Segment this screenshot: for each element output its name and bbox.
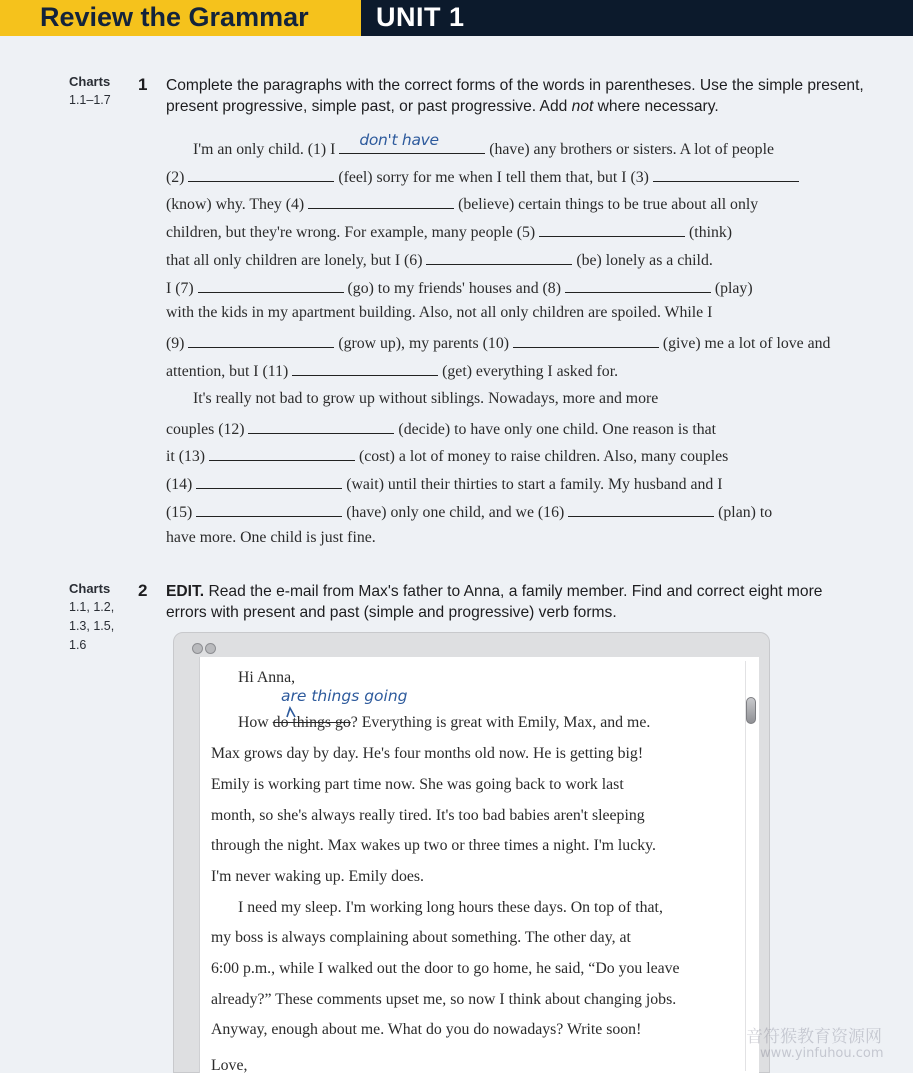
para-line-10: It's really not bad to grow up without siblings. Nowadays, more and more: [193, 390, 659, 407]
watermark-text: 音符猴教育资源网: [746, 1027, 882, 1047]
exercise1-number: 1: [138, 75, 148, 94]
exercise2-charts-ref: [69, 579, 114, 655]
page-title: Review the Grammar: [40, 2, 309, 32]
email-line: 6:00 p.m., while I walked out the door to go home, he said, “Do you leave: [211, 960, 680, 977]
answer-blank-9[interactable]: [188, 332, 334, 348]
para-line-4: children, but they're wrong. For example, many people (5) (think): [166, 221, 732, 245]
para-line-14: (15) (have) only one child, and we (16) (plan) to: [166, 501, 772, 525]
para-line-11: couples (12) (decide) to have only one child. One reason is that: [166, 418, 716, 442]
para-line-5: that all only children are lonely, but I (6) (be) lonely as a child.: [166, 249, 713, 273]
handwritten-correction: are things going: [281, 687, 408, 705]
para-line-1: I'm an only child. (1) I don't have (have) any brothers or sisters. A lot of people: [193, 131, 774, 158]
instruction-emphasis: not: [571, 98, 594, 115]
handwritten-answer: don't have: [359, 131, 439, 149]
struck-error: do things go: [272, 714, 351, 731]
charts-numbers-3: 1.6: [69, 638, 87, 652]
exercise1-instruction: [166, 75, 876, 117]
email-line: I'm never waking up. Emily does.: [211, 868, 424, 885]
charts-numbers-1: 1.1, 1.2,: [69, 600, 115, 614]
instruction-text: Complete the paragraphs with the correct forms of the words in parentheses. Use the simple present, present progressive, simple past, or past progressive. Add: [166, 77, 864, 115]
answer-blank-6[interactable]: [426, 249, 572, 265]
para-line-7: with the kids in my apartment building. Also, not all only children are spoiled. While I: [166, 304, 713, 322]
answer-blank-16[interactable]: [568, 501, 714, 517]
scrollbar-thumb[interactable]: [746, 697, 756, 724]
answer-blank-8[interactable]: [565, 277, 711, 293]
para-line-8: (9) (grow up), my parents (10) (give) me a lot of love and: [166, 332, 830, 356]
answer-blank-5[interactable]: [539, 221, 685, 237]
answer-blank-3[interactable]: [653, 166, 799, 182]
answer-blank-4[interactable]: [308, 193, 454, 209]
answer-blank-11[interactable]: [292, 360, 438, 376]
answer-blank-12[interactable]: [248, 418, 394, 434]
unit-label: UNIT 1: [376, 2, 465, 32]
answer-blank-13[interactable]: [209, 445, 355, 461]
window-dot-icon[interactable]: [205, 643, 216, 654]
email-line: Anyway, enough about me. What do you do nowadays? Write soon!: [211, 1021, 642, 1038]
email-line: my boss is always complaining about something. The other day, at: [211, 929, 631, 946]
answer-blank-14[interactable]: [196, 473, 342, 489]
email-signoff: Love,: [211, 1057, 248, 1073]
email-line: Emily is working part time now. She was going back to work last: [211, 776, 624, 793]
answer-blank-10[interactable]: [513, 332, 659, 348]
exercise2-instruction: [166, 581, 866, 623]
exercise2-number: 2: [138, 581, 148, 600]
answer-blank-1[interactable]: [339, 131, 485, 154]
instruction-edit-label: EDIT.: [166, 583, 205, 600]
email-greeting: Hi Anna,: [238, 669, 296, 686]
email-line: Max grows day by day. He's four months old now. He is getting big!: [211, 745, 644, 762]
charts-numbers-2: 1.3, 1.5,: [69, 619, 115, 633]
answer-blank-15[interactable]: [196, 501, 342, 517]
para-line-13: (14) (wait) until their thirties to start a family. My husband and I: [166, 473, 723, 497]
charts-label: Charts: [69, 581, 111, 596]
para-line-6: I (7) (go) to my friends' houses and (8) (play): [166, 277, 753, 301]
answer-blank-7[interactable]: [198, 277, 344, 293]
para-line-9: attention, but I (11) (get) everything I asked for.: [166, 360, 618, 384]
para-line-12: it (13) (cost) a lot of money to raise children. Also, many couples: [166, 445, 728, 469]
email-line: I need my sleep. I'm working long hours these days. On top of that,: [238, 899, 663, 916]
email-line-2: How do things go? Everything is great with Emily, Max, and me.: [238, 714, 651, 731]
para-line-2: (2) (feel) sorry for me when I tell them that, but I (3): [166, 166, 799, 190]
charts-numbers: 1.1–1.7: [69, 93, 111, 107]
watermark-url: www.yinfuhou.com: [760, 1046, 884, 1061]
window-dot-icon[interactable]: [192, 643, 203, 654]
instruction-text-end: where necessary.: [593, 98, 719, 115]
email-line: already?” These comments upset me, so now I think about changing jobs.: [211, 991, 677, 1008]
para-line-15: have more. One child is just fine.: [166, 528, 376, 546]
instruction-text: Read the e-mail from Max's father to Anna, a family member. Find and correct eight more errors with present and past (simple and progressive) verb forms.: [166, 583, 823, 621]
email-line: through the night. Max wakes up two or three times a night. I'm lucky.: [211, 837, 656, 854]
para-line-3: (know) why. They (4) (believe) certain things to be true about all only: [166, 193, 758, 217]
page-header: [0, 0, 913, 36]
exercise1-charts-ref: [69, 72, 111, 110]
charts-label: Charts: [69, 74, 111, 89]
email-line: month, so she's always really tired. It's too bad babies aren't sleeping: [211, 807, 645, 824]
answer-blank-2[interactable]: [188, 166, 334, 182]
